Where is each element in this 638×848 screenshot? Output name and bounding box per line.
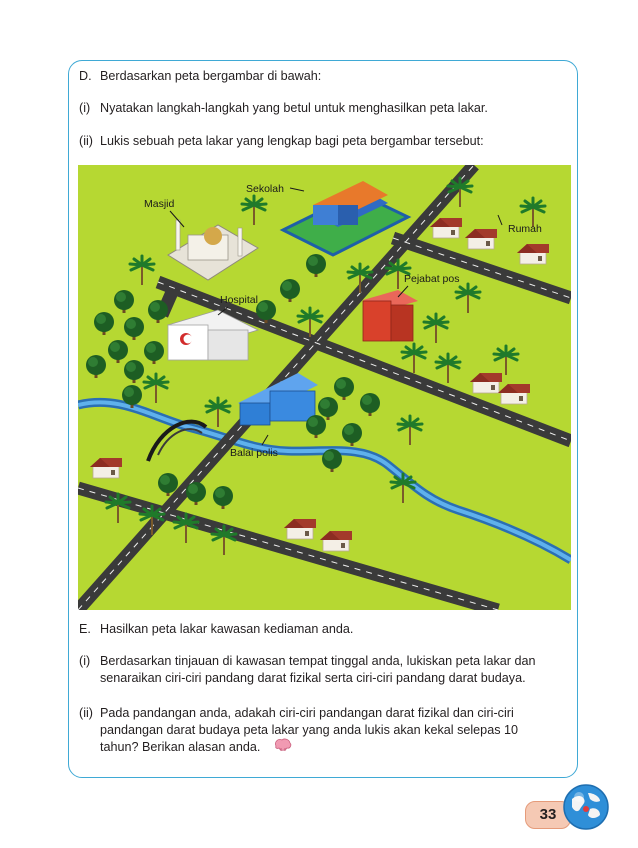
section-d-heading-text: Berdasarkan peta bergambar di bawah: — [100, 69, 322, 83]
map-label-hospital: Hospital — [220, 294, 258, 306]
page-number: 33 — [525, 801, 571, 829]
post-office-icon — [363, 290, 418, 341]
map-label-pejabat-pos: Pejabat pos — [404, 273, 460, 285]
map-label-sekolah: Sekolah — [246, 183, 284, 195]
question-marker: (i) — [79, 654, 91, 668]
section-e-heading-text: Hasilkan peta lakar kawasan kediaman anda. — [100, 622, 354, 636]
question-text: Lukis sebuah peta lakar yang lengkap bagi peta bergambar tersebut: — [100, 134, 484, 148]
question-text-line-2: pandangan darat budaya peta lakar yang anda lukis akan kekal selepas 10 — [100, 723, 518, 737]
section-d-marker: D. — [79, 69, 92, 83]
map-illustration — [78, 165, 571, 610]
brain-icon — [274, 738, 292, 752]
map-label-masjid: Masjid — [144, 198, 175, 210]
question-marker: (i) — [79, 101, 91, 115]
question-text-line-2: senaraikan ciri-ciri pandang darat fizikal serta ciri-ciri pandang darat budaya. — [100, 671, 526, 685]
section-e-marker: E. — [79, 622, 91, 636]
map-label-rumah: Rumah — [508, 223, 542, 235]
question-marker: (ii) — [79, 706, 93, 720]
question-text-line-1: Berdasarkan tinjauan di kawasan tempat tinggal anda, lukiskan peta lakar dan — [100, 654, 536, 668]
globe-icon — [562, 783, 610, 831]
map-label-balai-polis: Balai polis — [230, 447, 278, 459]
question-text-line-3: tahun? Berikan alasan anda. — [100, 740, 261, 754]
question-marker: (ii) — [79, 134, 93, 148]
pictorial-map — [78, 165, 571, 610]
question-text-line-1: Pada pandangan anda, adakah ciri-ciri pandangan darat fizikal dan ciri-ciri — [100, 706, 514, 720]
question-text: Nyatakan langkah-langkah yang betul untuk menghasilkan peta lakar. — [100, 101, 488, 115]
